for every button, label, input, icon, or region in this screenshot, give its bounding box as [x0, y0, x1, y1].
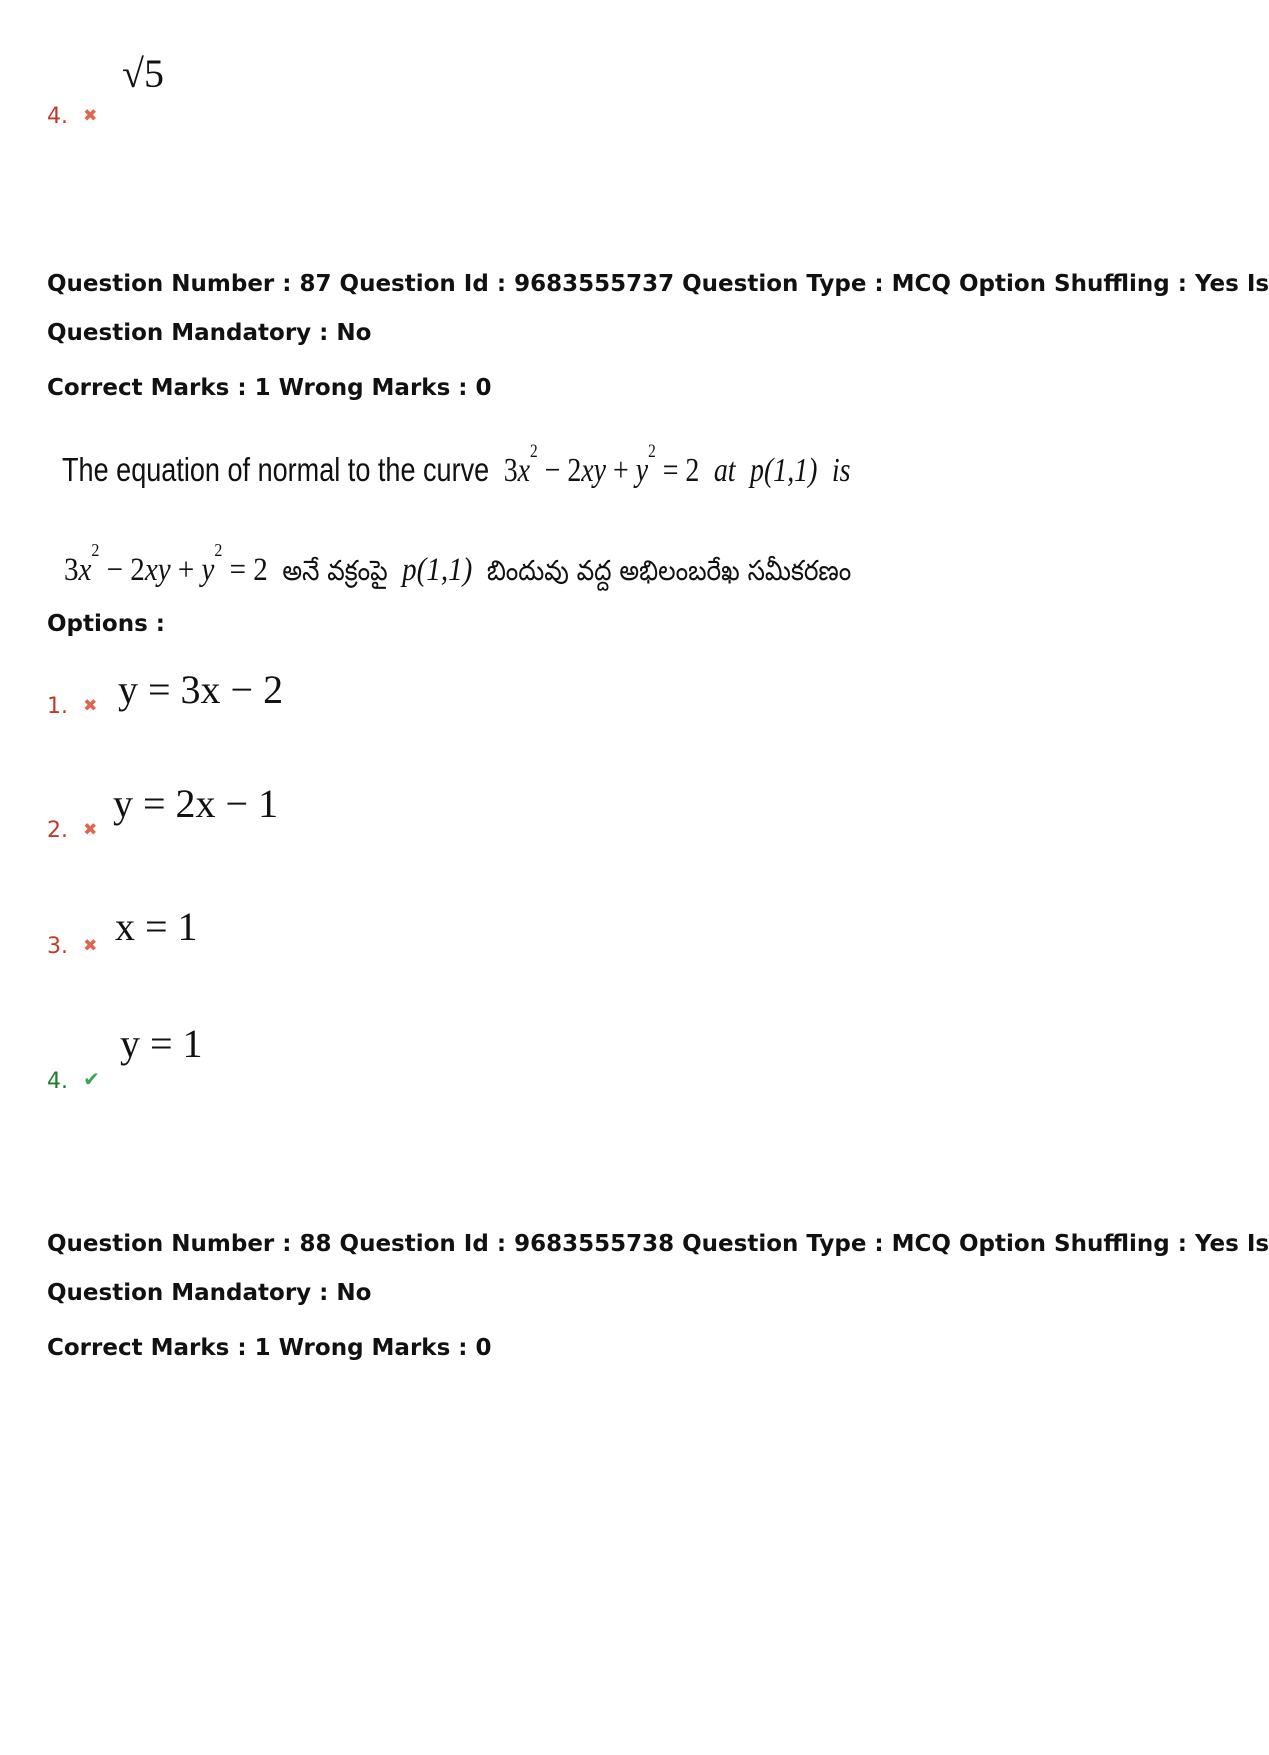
at-word: at [713, 452, 736, 489]
options-label: Options : [47, 611, 165, 637]
option-2 [47, 818, 97, 844]
q87-question-english [62, 432, 851, 491]
prev-option-4 [47, 104, 97, 130]
wrong-icon: ✖ [83, 696, 98, 716]
option-3 [47, 934, 97, 960]
option-number: 4. [47, 104, 68, 129]
q87-header-line2: Question Mandatory : No [47, 320, 372, 346]
q87-header-line1: Question Number : 87 Question Id : 9683555737 Question Type : MCQ Option Shuffling : Yes Is [47, 271, 1269, 297]
prev-option-4-math [122, 52, 164, 96]
telugu-tail: బిందువు వద్ద అభిలంబరేఖ సమీకరణం [486, 554, 852, 587]
q87-marks: Correct Marks : 1 Wrong Marks : 0 [47, 375, 492, 401]
q87-question-telugu [64, 530, 851, 591]
wrong-icon: ✖ [83, 106, 98, 126]
question-text: The equation of normal to the curve [62, 451, 490, 488]
option-number: 3. [47, 934, 68, 959]
option-4 [47, 1067, 100, 1095]
q88-header-line2: Question Mandatory : No [47, 1280, 372, 1306]
option-3-math: x = 1 [115, 904, 198, 949]
q88-marks: Correct Marks : 1 Wrong Marks : 0 [47, 1335, 492, 1361]
option-number: 1. [47, 694, 68, 719]
q88-header-line1: Question Number : 88 Question Id : 9683555738 Question Type : MCQ Option Shuffling : Yes Is [47, 1231, 1269, 1257]
wrong-icon: ✖ [83, 820, 98, 840]
wrong-icon: ✖ [83, 936, 98, 956]
option-1-math: y = 3x − 2 [118, 667, 284, 712]
option-4-math: y = 1 [120, 1021, 203, 1066]
option-number: 4. [47, 1069, 68, 1094]
is-word: is [831, 452, 851, 489]
option-2-math: y = 2x − 1 [113, 781, 279, 826]
option-number: 2. [47, 818, 68, 843]
sqrt-five: √5 [122, 51, 164, 96]
telugu-text: అనే వక్రంపై [282, 554, 388, 587]
curve-equation: $3x^2 - 2xy + y^2 = 2$ [496, 441, 707, 489]
curve-equation: $3x^2 - 2xy + y^2 = 2$ [64, 540, 276, 588]
point: p(1,1) [750, 452, 818, 489]
point: p(1,1) [402, 552, 473, 588]
check-icon: ✔ [83, 1067, 100, 1091]
option-1 [47, 694, 97, 720]
